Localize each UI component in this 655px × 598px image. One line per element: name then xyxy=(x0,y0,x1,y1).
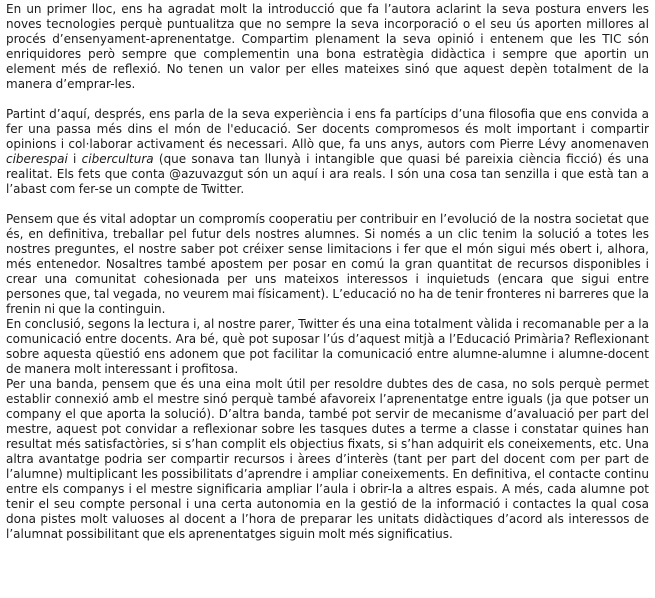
paragraph-conclusion: En conclusió, segons la lectura i, al nostre parer, Twitter és una eina totalment vàlida i recomanable per a la comunicació entre docents. Ara bé, què pot suposar l’ús d’aquest mitjà a l’Educació Primària? Reflexionant sobre aquesta qüestió ens adonem que pot facilitar la comunicació entre alumne-alumne i alumne-docent de manera molt interessant i profitosa. xyxy=(6,317,649,376)
term-cibercultura: cibercultura xyxy=(81,152,154,166)
paragraph-commitment: Pensem que és vital adoptar un compromís cooperatiu per contribuir en l’evolució de la nostra societat que és, en definitiva, treballar pel futur dels nostres alumnes. Si només a un clic tenim la solució a totes les nostres preguntes, el nostre saber pot créixer sense limitacions i fer que el món sigui més obert i, alhora, més entenedor. Nosaltres també apostem per posar en comú la gran quantitat de recursos disponibles i crear una comunitat cohesionada per uns mateixos interessos i inquietuds (encara que sigui entre persones que, tal vegada, no veurem mai físicament). L’educació no ha de tenir fronteres ni barreres que la frenin ni que la continguin. xyxy=(6,212,649,316)
term-ciberespai: ciberespai xyxy=(6,152,68,166)
paragraph-benefits: Per una banda, pensem que és una eina molt útil per resoldre dubtes des de casa, no sols perquè permet establir connexió amb el mestre sinó perquè també afavoreix l’aprenentatge entre iguals (ja que potser un company el que aporta la solució). D’altra banda, també pot servir de mecanisme d’avaluació per part del mestre, aquest pot convidar a reflexionar sobre les tasques dutes a terme a classe i constatar quines han resultat més satisfactòries, si s’han complit els objectius fixats, si s’han adquirit els coneixements, etc. Una altra avantatge podria ser compartir recursos i àrees d’interès (tant per part del docent com per part de l’alumne) multiplicant les possibilitats d’aprendre i ampliar coneixements. En definitiva, el contacte continu entre els companys i el mestre significaria ampliar l’aula i obrir-la a altres espais. A més, cada alumne pot tenir el seu compte personal i una certa autonomia en la gestió de la informació i contactes la qual cosa dona pistes molt valuoses al docent a l’hora de preparar les unitats didàctiques d’acord als interessos de l’alumnat possibilitant que els aprenentatges siguin molt més significatius. xyxy=(6,377,649,541)
paragraph-experience-text-start: Partint d’aquí, després, ens parla de la seva experiència i ens fa partícips d’una filosofia que ens convida a fer una passa més dins el món de l'educació. Ser docents compromesos és molt important i compartir opinions i col·laborar activament és necessari. Allò que, fa uns anys, autors com Pierre Lévy anomenaven xyxy=(6,107,649,151)
paragraph-experience-text-end: (que sonava tan llunyà i intangible que quasi bé pareixia ciència ficció) és una realitat. Els fets que conta @azuvazgut són un aquí i ara reals. I són una cosa tan senzilla i que està tan a l’abast com fer-se un compte de Twitter. xyxy=(6,152,649,196)
paragraph-intro: En un primer lloc, ens ha agradat molt la introducció que fa l’autora aclarint la seva postura envers les noves tecnologies perquè puntualitza que no sempre la seva incorporació o el seu ús aporten millores al procés d’ensenyament-aprenentatge. Compartim plenament la seva opinió i entenem que les TIC són enriquidores però sempre que complementin una bona estratègia didàctica i sempre que aportin un element més de reflexió. No tenen un valor per elles mateixes sinó que aquest depèn totalment de la manera d’emprar-les. xyxy=(6,2,649,91)
paragraph-experience-conjunction: i xyxy=(67,152,82,166)
paragraph-experience xyxy=(6,107,649,197)
